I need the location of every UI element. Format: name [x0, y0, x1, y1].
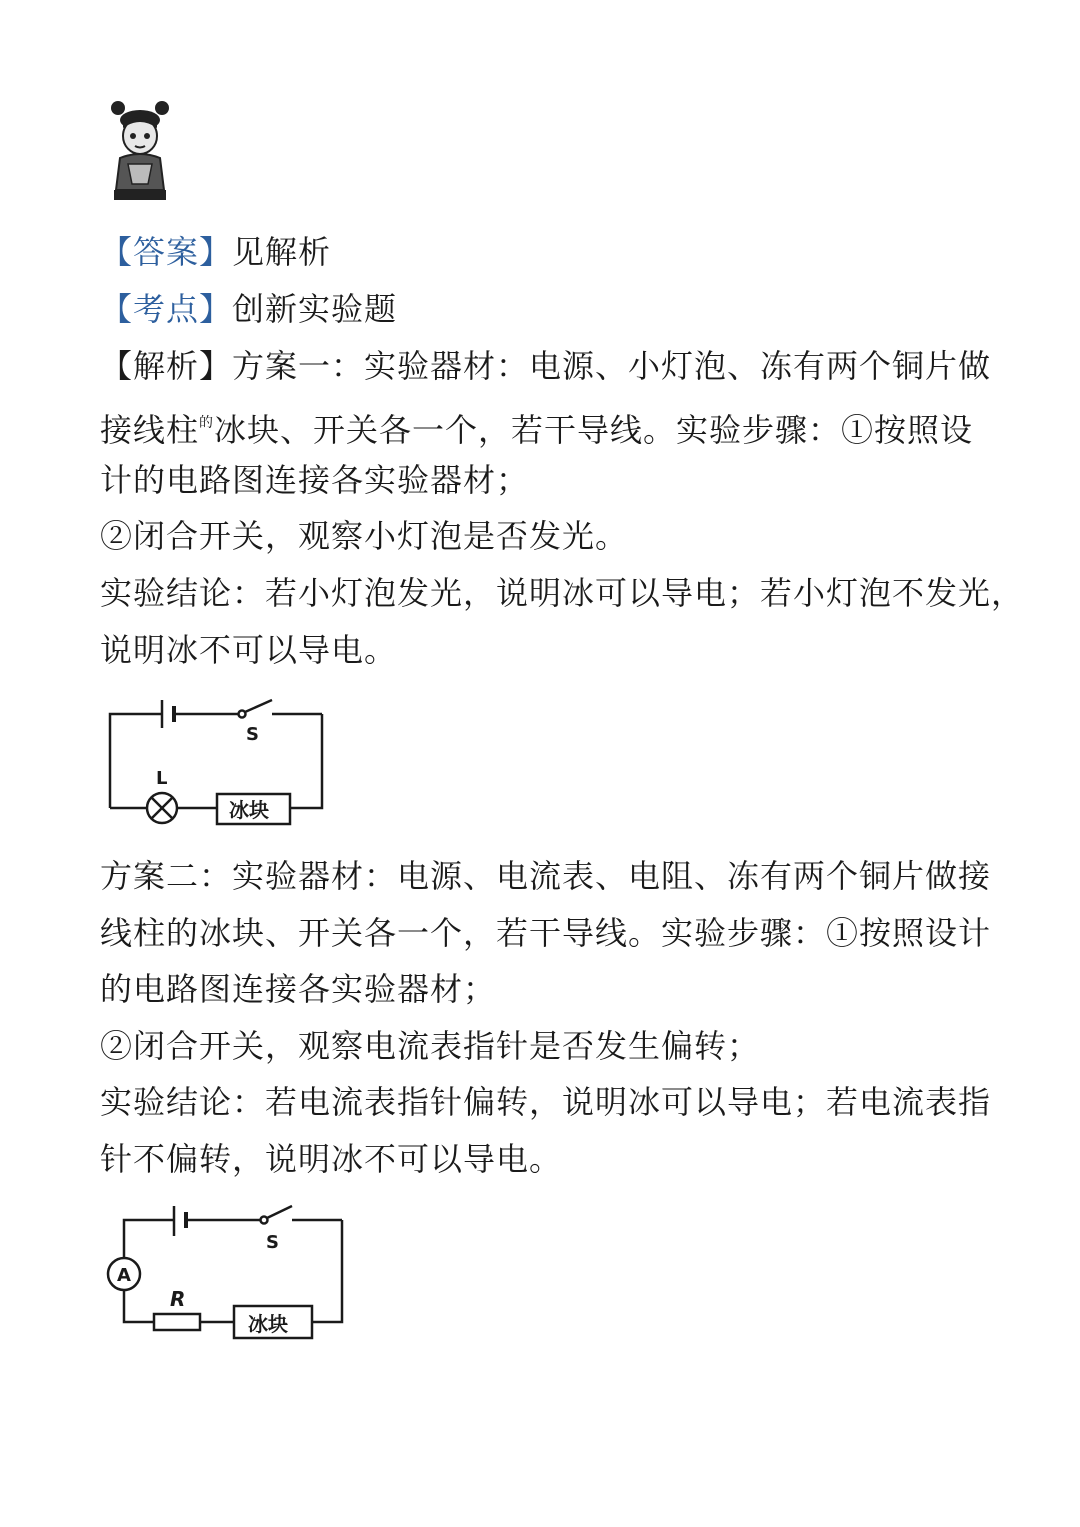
ice-label: 冰块 [248, 1312, 288, 1336]
switch-pivot [239, 711, 246, 718]
analysis-line-6: 说明冰不可以导电。 [100, 631, 398, 669]
analysis-line-2 [100, 403, 973, 450]
kaodian-text: 创新实验题 [232, 290, 398, 328]
switch-pivot [261, 1217, 268, 1224]
switch-label: S [246, 724, 259, 745]
analysis-line-1 [100, 346, 991, 386]
analysis-line-5: 实验结论：若小灯泡发光，说明冰可以导电；若小灯泡不发光， [100, 574, 1025, 612]
kaodian-tag: 【考点】 [100, 290, 233, 328]
resistor-box [154, 1314, 200, 1330]
ammeter-label: A [117, 1265, 131, 1286]
analysis-text-2-small: 的 [199, 415, 215, 431]
answer-line [100, 232, 331, 272]
circuit-diagram-1 [100, 690, 340, 830]
cartoon-girl-mascot-icon [108, 98, 172, 202]
lamp-label: L [156, 768, 168, 789]
analysis-tag: 【解析】 [100, 347, 233, 385]
answer-tag: 【答案】 [100, 233, 233, 271]
plan2-line-3: 的电路图连接各实验器材； [100, 970, 497, 1008]
plan2-line-1: 方案二：实验器材：电源、电流表、电阻、冻有两个铜片做接 [100, 857, 992, 895]
analysis-text-1: 方案一：实验器材：电源、小灯泡、冻有两个铜片做 [232, 347, 992, 385]
switch-label: S [266, 1232, 279, 1253]
plan2-line-2: 线柱的冰块、开关各一个，若干导线。实验步骤：①按照设计 [100, 914, 992, 952]
analysis-text-2b: 冰块、开关各一个，若干导线。实验步骤：①按照设 [214, 411, 974, 449]
analysis-line-4: ②闭合开关，观察小灯泡是否发光。 [100, 517, 629, 555]
plan2-line-6: 针不偏转，说明冰不可以导电。 [100, 1140, 563, 1178]
analysis-text-2a: 接线柱 [100, 411, 200, 449]
answer-text: 见解析 [232, 233, 332, 271]
ice-label: 冰块 [229, 798, 269, 822]
plan2-line-4: ②闭合开关，观察电流表指针是否发生偏转； [100, 1027, 761, 1065]
switch-blade [267, 1206, 292, 1218]
analysis-line-3: 计的电路图连接各实验器材； [100, 461, 530, 499]
circuit-diagram-2 [100, 1196, 360, 1356]
resistor-label: R [170, 1287, 186, 1311]
switch-blade [245, 700, 272, 712]
kaodian-line [100, 289, 397, 329]
plan2-line-5: 实验结论：若电流表指针偏转，说明冰可以导电；若电流表指 [100, 1083, 992, 1121]
